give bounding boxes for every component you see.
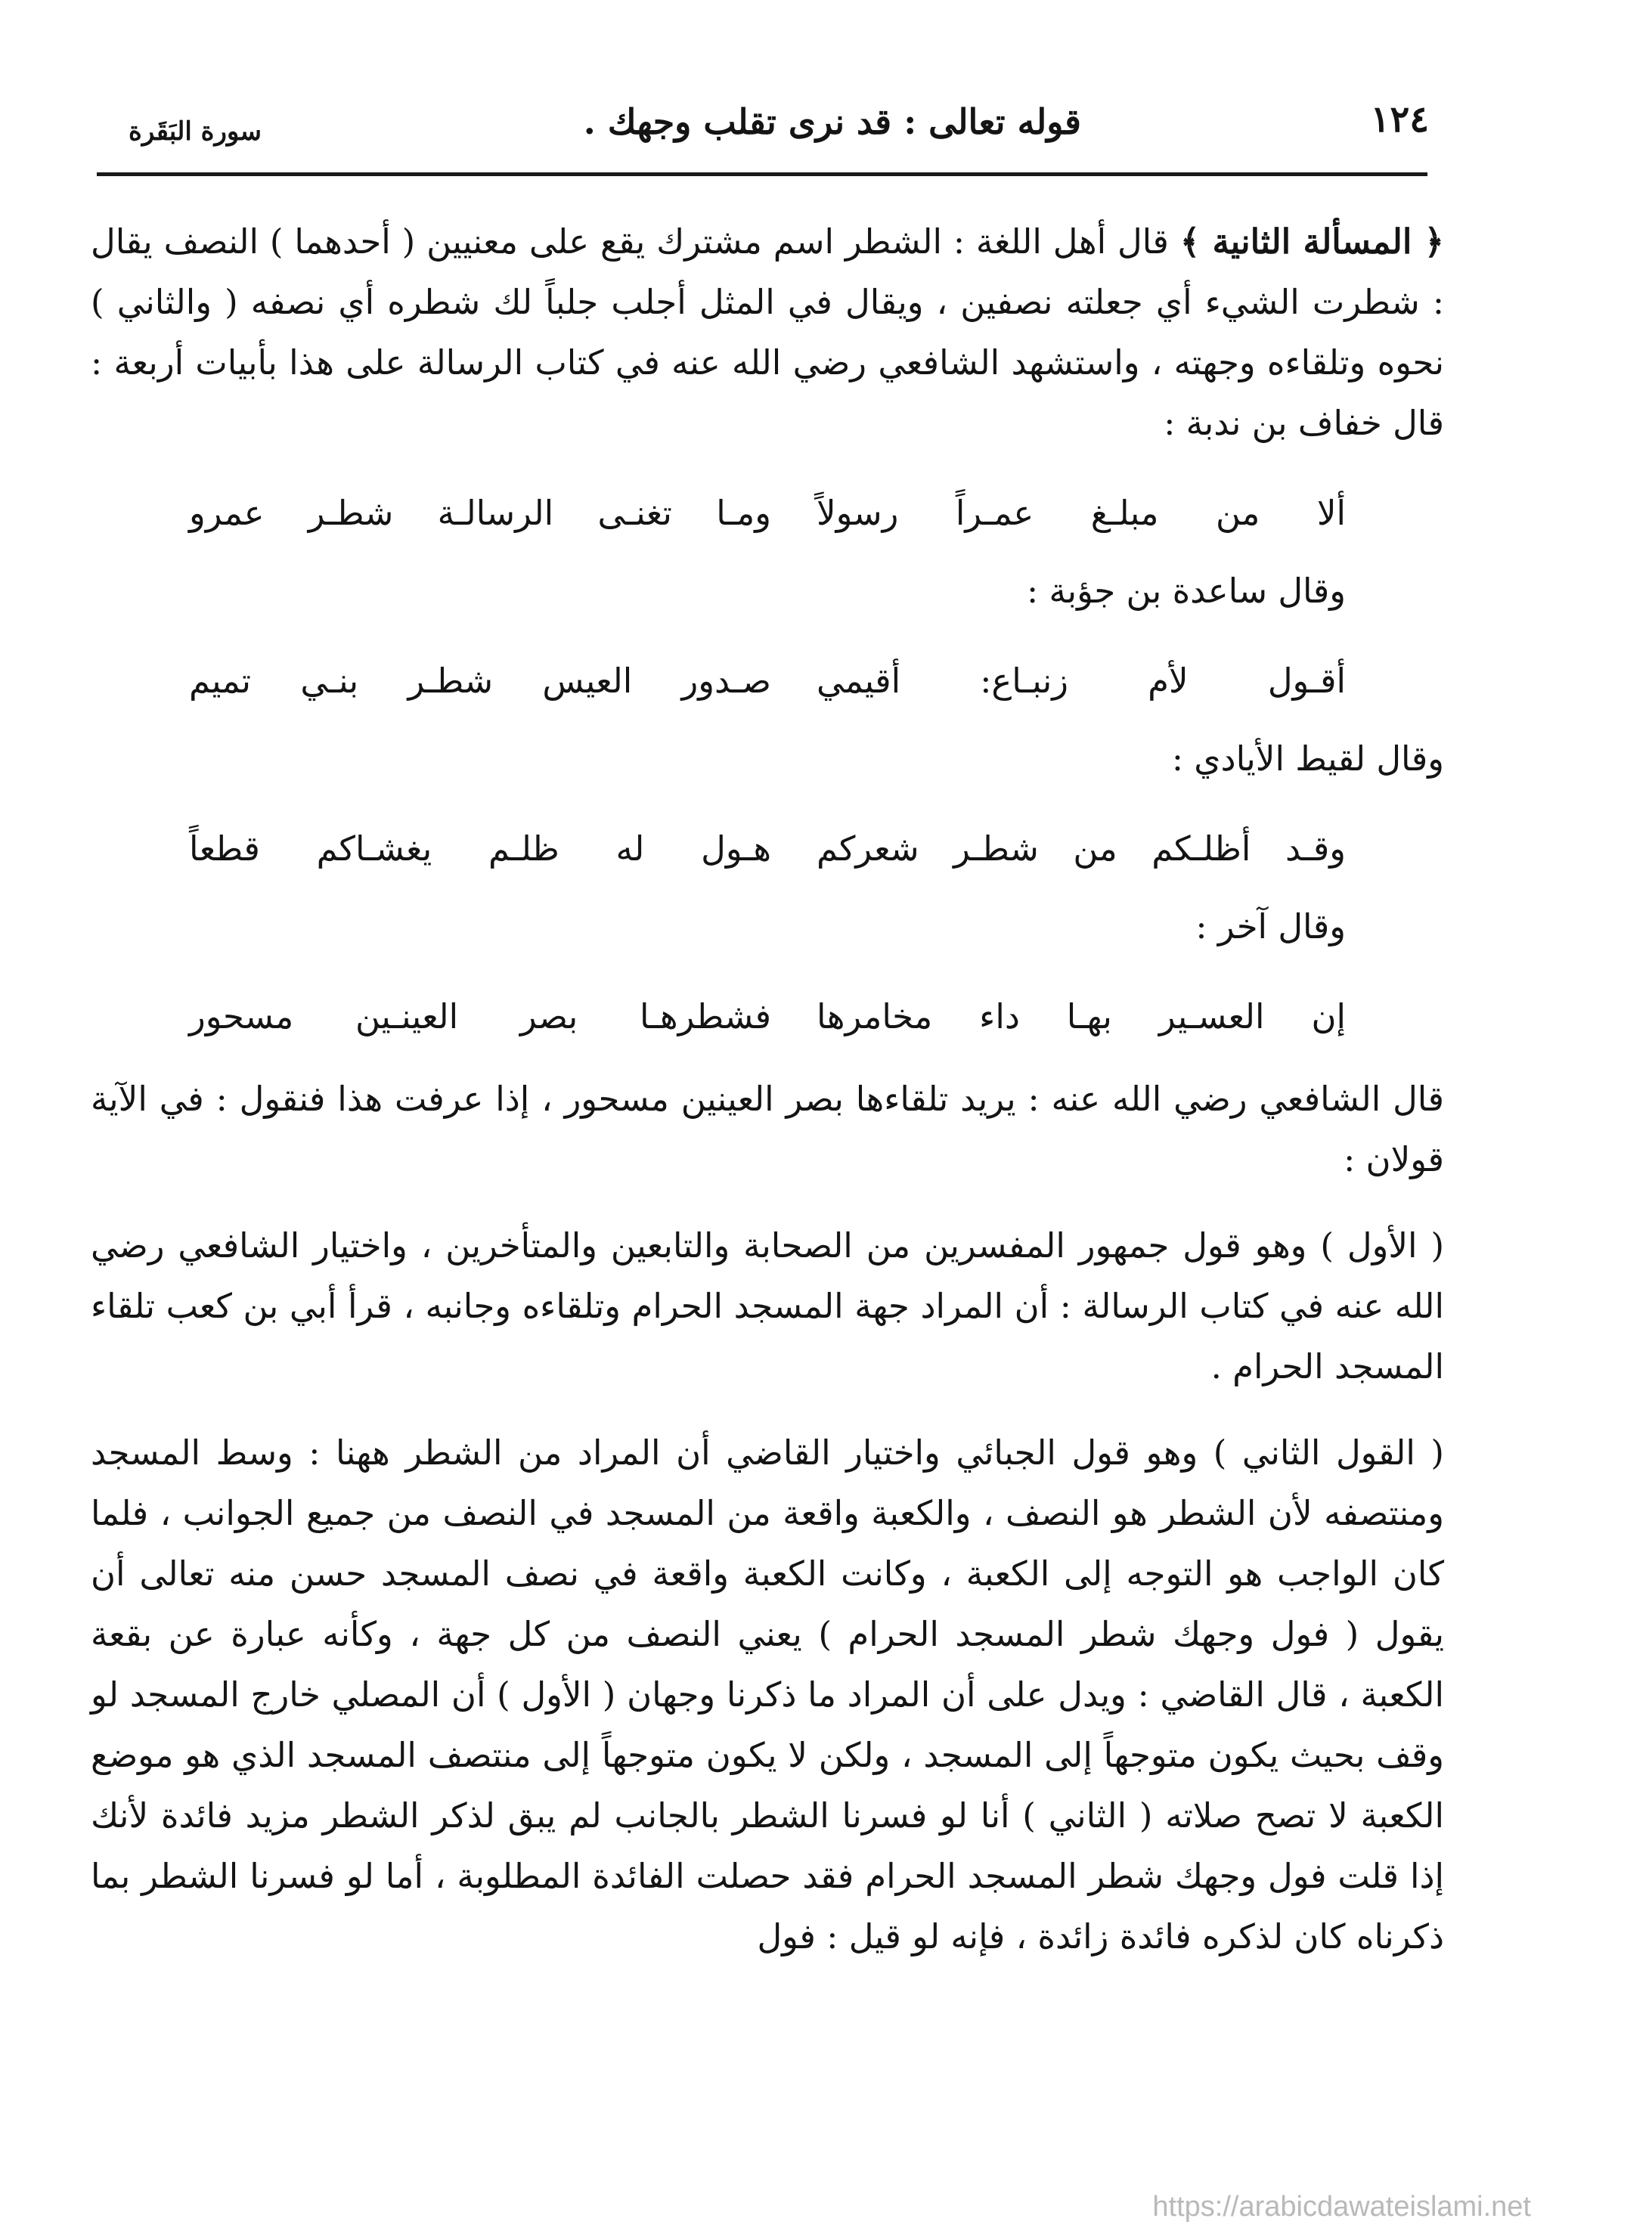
- running-title: قوله تعالى : قد نرى تقلب وجهك .: [583, 101, 1081, 142]
- poet-intro: وقال لقيط الأيادي :: [1171, 739, 1444, 779]
- paragraph-shafii-comment: قال الشافعي رضي الله عنه : يريد تلقاءها بصر العينين مسحور ، إذا عرفت هذا فنقول : في الآية قولان :: [91, 1079, 1444, 1179]
- verse-first-hemistich: ألا من مبلـغ عمـراً رسولاً: [817, 493, 1346, 533]
- surah-name: سورة البَقَرة: [129, 116, 262, 147]
- site-watermark: https://arabicdawateislami.net: [1152, 2191, 1531, 2223]
- paragraph-second-opinion: ( القول الثاني ) وهو قول الجبائي واختيار القاضي أن المراد من الشطر ههنا : وسط المسجد ومنتصفه لأن الشطر هو النصف ، والكعبة واقعة من المسجد في النصف من جميع الجوانب ، فلما كان الواجب هو التوجه إلى الكعبة ، وكانت الكعبة واقعة في نصف المسجد حسن منه تعالى أن يقول ( فول وجهك شطر المسجد الحرام ) يعني النصف من كل جهة ، وكأنه عبارة عن بقعة الكعبة ، قال القاضي : ويدل على أن المراد ما ذكرنا وجهان ( الأول ) أن المصلي خارج المسجد لو وقف بحيث يكون متوجهاً إلى المسجد ، ولكن لا يكون متوجهاً إلى منتصف المسجد الذي هو موضع الكعبة لا تصح صلاته ( الثاني ) أنا لو فسرنا الشطر بالجانب لم يبق لذكر الشطر مزيد فائدة لأنك إذا قلت فول وجهك شطر المسجد الحرام فقد حصلت الفائدة المطلوبة ، أما لو فسرنا الشطر بما ذكرناه كان لذكره فائدة زائدة ، فإنه لو قيل : فول: [91, 1433, 1445, 1957]
- page-number: ١٢٤: [1370, 98, 1429, 141]
- verse-first-hemistich: أقـول لأم زنبـاع: أقيمي: [817, 661, 1346, 701]
- page-header: [98, 91, 1429, 166]
- verse-first-hemistich: إن العسـير بهـا داء مخامرها: [817, 996, 1346, 1036]
- poet-intro: وقال آخر :: [1195, 906, 1346, 947]
- paragraph-text: قال أهل اللغة : الشطر اسم مشترك يقع على معنيين ( أحدهما ) النصف يقال : شطرت الشيء أي جعلته نصفين ، ويقال في المثل أجلب جلباً لك شطره أي نصفه ( والثاني ) نحوه وتلقاءه وجهته ، واستشهد الشافعي رضي الله عنه في كتاب الرسالة على هذا بأبيات أربعة : قال خفاف بن ندبة :: [91, 222, 1444, 443]
- verse-second-hemistich: هـول له ظلـم يغشـاكم قطعاً: [189, 829, 771, 869]
- paragraph-first-opinion: ( الأول ) وهو قول جمهور المفسرين من الصحابة والتابعين والمتأخرين ، واختيار الشافعي رضي الله عنه في كتاب الرسالة : أن المراد جهة المسجد الحرام وتلقاءه وجانبه ، قرأ أبي بن كعب تلقاء المسجد الحرام .: [91, 1225, 1445, 1387]
- poet-intro: وقال ساعدة بن جؤبة :: [1027, 571, 1346, 611]
- verse-second-hemistich: فشطرهـا بصر العينـين مسحور: [189, 996, 771, 1036]
- verse-second-hemistich: صـدور العيس شطـر بنـي تميم: [189, 661, 771, 701]
- verse-first-hemistich: وقـد أظلـكم من شطـر شعركم: [817, 829, 1346, 869]
- verse-line: [91, 823, 1444, 875]
- verse-line: [91, 655, 1444, 708]
- verse-line: [91, 990, 1444, 1043]
- verse-line: [91, 487, 1444, 540]
- page-body: [91, 212, 1444, 1967]
- issue-heading: ﴿ المسألة الثانية ﴾: [1179, 222, 1444, 262]
- verse-second-hemistich: ومـا تغنـى الرسالـة شطـر عمرو: [189, 493, 771, 533]
- paragraph-issue-two: [91, 212, 1444, 454]
- header-divider: [97, 172, 1427, 176]
